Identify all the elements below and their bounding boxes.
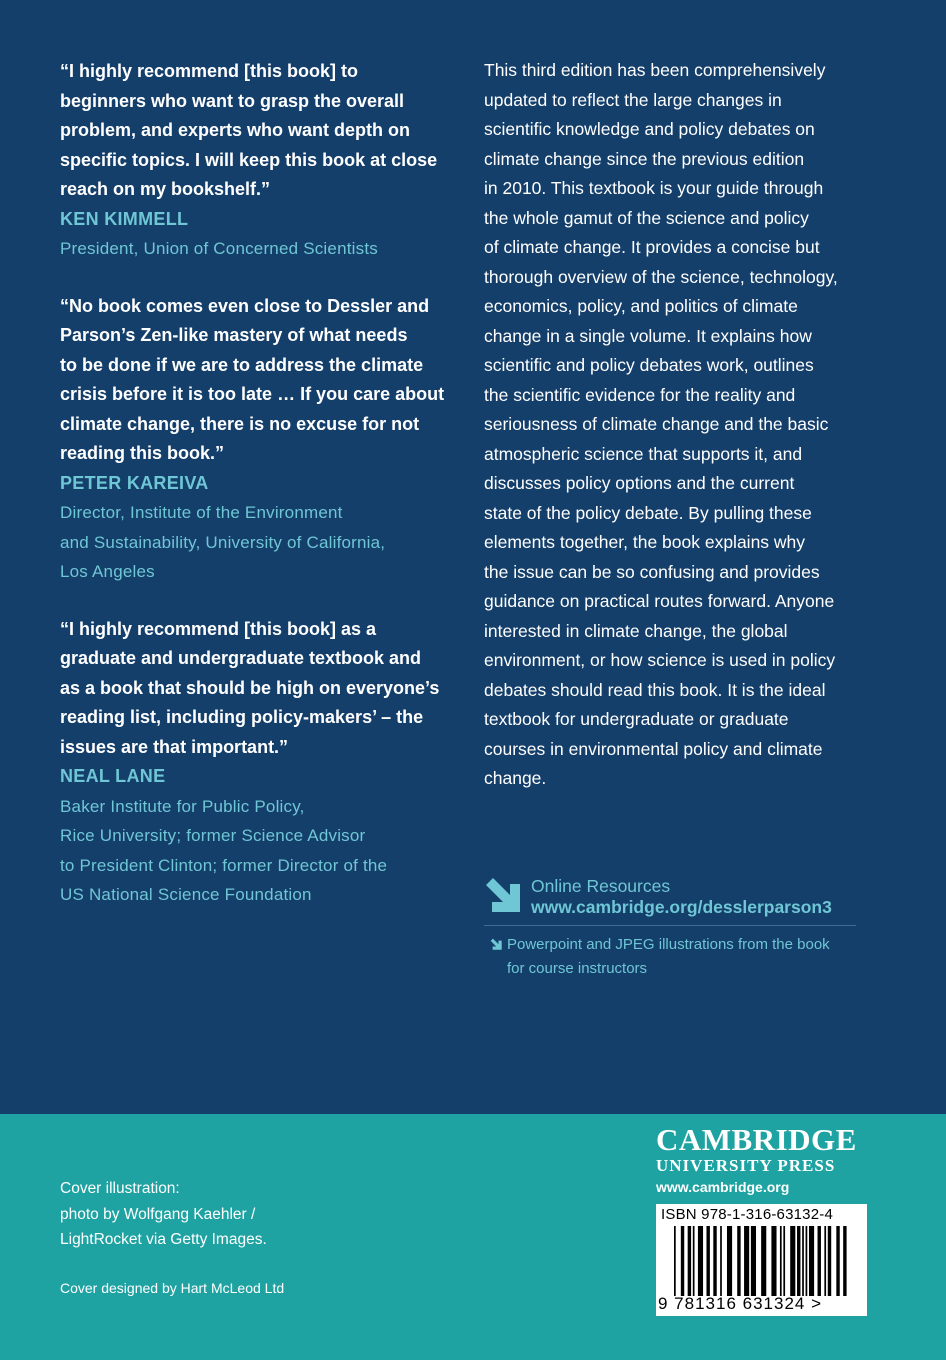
- barcode-bar: [771, 1226, 776, 1296]
- barcode-bar: [828, 1226, 831, 1296]
- barcode-bar: [761, 1226, 766, 1296]
- barcode-bar: [806, 1226, 808, 1296]
- publisher-url[interactable]: www.cambridge.org: [656, 1179, 790, 1195]
- barcode-bar: [706, 1226, 709, 1296]
- barcode-bar: [674, 1226, 676, 1296]
- barcode-bar: [818, 1226, 821, 1296]
- online-resources-title: Online Resources: [531, 876, 671, 896]
- barcode-bar: [824, 1226, 826, 1296]
- endorsement-3: [60, 615, 460, 910]
- isbn-number: ISBN 978-1-316-63132-4: [661, 1206, 834, 1223]
- isbn-barcode: [656, 1204, 867, 1316]
- barcode-bar: [797, 1226, 800, 1296]
- barcode-bar: [751, 1226, 756, 1296]
- publisher-name: CAMBRIDGE: [656, 1122, 857, 1157]
- barcode-bar: [843, 1226, 846, 1296]
- barcode-bar: [688, 1226, 691, 1296]
- barcode-digits: 9 781316 631324 >: [658, 1294, 823, 1313]
- barcode-bar: [698, 1226, 703, 1296]
- arrow-down-right-icon: [484, 876, 524, 916]
- endorsements: [60, 57, 460, 938]
- endorsement-affiliation: Baker Institute for Public Policy, Rice University; former Science Advisor to President Clinton; former Director of the US National Science Foundation: [60, 796, 388, 904]
- book-description: This third edition has been comprehensively updated to reflect the large changes in scientific knowledge and policy debates on climate change since the previous edition in 2010. This textbook is your guide through the whole gamut of the science and policy of climate change. It provides a concise but thorough overview of the science, technology, economics, policy, and politics of climate change in a single volume. It explains how scientific and policy debates work, outlines the scientific evidence for the reality and seriousness of climate change and the basic atmospheric science that supports it, and discusses policy options and the current state of the policy debate. By pulling these elements together, the book explains why the issue can be so confusing and provides guidance on practical routes forward. Anyone interested in climate change, the global environment, or how science is used in policy debates should read this book. It is the ideal textbook for undergraduate or graduate courses in environmental policy and climate change.: [484, 60, 838, 788]
- barcode-bars: [674, 1226, 850, 1296]
- endorsement-affiliation: President, Union of Concerned Scientists: [60, 239, 378, 258]
- cover-designer-credit: Cover designed by Hart McLeod Ltd: [60, 1280, 285, 1296]
- publisher-press: UNIVERSITY PRESS: [656, 1156, 836, 1175]
- barcode-bar: [780, 1226, 782, 1296]
- barcode-bar: [693, 1226, 695, 1296]
- endorsement-author: NEAL LANE: [60, 766, 166, 786]
- endorsement-author: PETER KAREIVA: [60, 472, 209, 493]
- barcode-bar: [737, 1226, 740, 1296]
- endorsement-affiliation: Director, Institute of the Environment and Sustainability, University of California, Los Angeles: [60, 503, 386, 581]
- divider: [484, 925, 856, 926]
- barcode-bar: [720, 1226, 722, 1296]
- barcode-bar: [809, 1226, 814, 1296]
- endorsement-quote: “I highly recommend [this book] to beginners who want to grasp the overall problem, and experts who want depth on specific topics. I will keep this book at close reach on my bookshelf.”: [60, 61, 438, 199]
- arrow-down-right-icon: [490, 938, 503, 951]
- barcode-bar: [713, 1226, 716, 1296]
- online-resources-item: Powerpoint and JPEG illustrations from the book for course instructors: [507, 936, 830, 977]
- barcode-bar: [836, 1226, 839, 1296]
- online-resources-link[interactable]: www.cambridge.org/desslerparson3: [531, 897, 832, 917]
- endorsement-quote: “I highly recommend [this book] as a graduate and undergraduate textbook and as a book that should be high on everyone’s reading list, including policy-makers’ – the issues are that important.”: [60, 618, 440, 757]
- barcode-bar: [744, 1226, 749, 1296]
- endorsement-quote: “No book comes even close to Dessler and Parson’s Zen-like mastery of what needs to be done if we are to address the climate crisis before it is too late … If you care about climate change, there is no excuse for not reading this book.”: [60, 295, 445, 463]
- barcode-bar: [783, 1226, 785, 1296]
- barcode-bar: [681, 1226, 684, 1296]
- publisher-logo: [656, 1124, 868, 1196]
- endorsement-1: [60, 57, 460, 264]
- barcode-bar: [727, 1226, 732, 1296]
- barcode-bar: [802, 1226, 804, 1296]
- endorsement-2: [60, 292, 460, 587]
- barcode-bar: [790, 1226, 795, 1296]
- endorsement-author: KEN KIMMELL: [60, 208, 189, 229]
- cover-illustration-credit: Cover illustration: photo by Wolfgang Kaehler / LightRocket via Getty Images.: [60, 1180, 267, 1248]
